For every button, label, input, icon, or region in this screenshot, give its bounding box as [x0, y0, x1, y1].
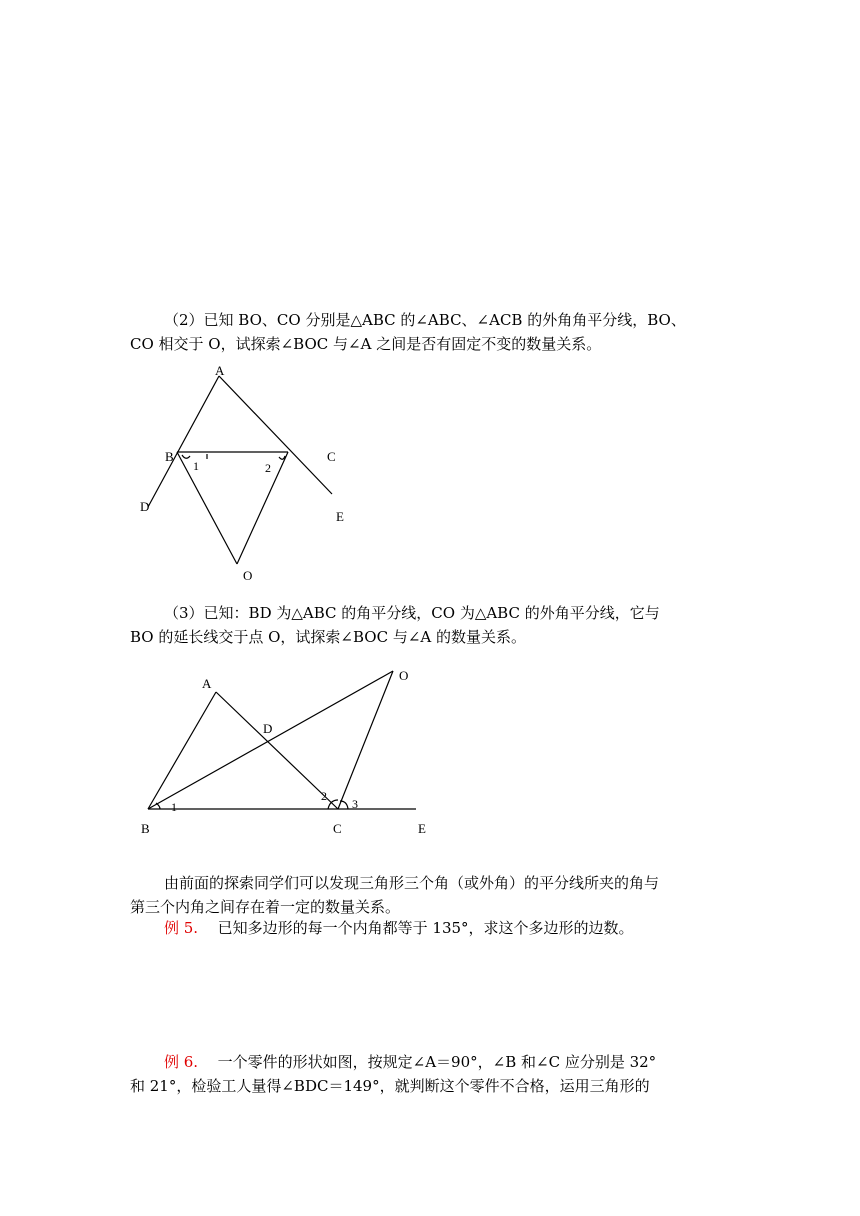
example-5	[130, 916, 730, 940]
fig1-line-b-o	[177, 452, 237, 564]
fig2-label-3: 3	[352, 797, 358, 811]
example-6-text-2: 和 21°，检验工人量得∠BDC＝149°，就判断这个零件不合格，运用三角形的	[130, 1077, 650, 1095]
example-6-text-1: 一个零件的形状如图，按规定∠A＝90°，∠B 和∠C 应分别是 32°	[217, 1053, 657, 1071]
fig2-label-o: O	[399, 668, 409, 683]
summary-line-1: 由前面的探索同学们可以发现三角形三个角（或外角）的平分线所夹的角与	[164, 874, 660, 892]
fig1-label-a: A	[215, 363, 225, 378]
fig2-angle-arc-b	[156, 803, 160, 809]
fig2-line-b-o	[148, 671, 393, 809]
fig2-line-c-o	[338, 671, 393, 809]
fig2-line-b-a	[148, 692, 216, 809]
fig1-angle-arc-c	[279, 456, 285, 459]
q2-text	[130, 308, 730, 356]
fig2-label-d: D	[263, 721, 273, 736]
fig2-angle-arc-c2	[328, 800, 338, 809]
q3-line-2: BO 的延长线交于点 O，试探索∠BOC 与∠A 的数量关系。	[130, 628, 527, 646]
summary-text	[130, 871, 730, 919]
q2-line-1: （2）已知 BO、CO 分别是△ABC 的∠ABC、∠ACB 的外角角平分线，BO、	[164, 311, 686, 329]
fig1-label-1: 1	[193, 459, 199, 473]
example-5-label: 例 5.	[164, 919, 199, 937]
fig1-label-b: B	[165, 449, 174, 464]
fig2-label-a: A	[202, 676, 212, 691]
fig2-label-1: 1	[171, 800, 177, 814]
q3-text	[130, 601, 730, 649]
fig1-line-a-d	[148, 376, 219, 507]
q2-line-2: CO 相交于 O，试探索∠BOC 与∠A 之间是否有固定不变的数量关系。	[130, 335, 602, 353]
example-6	[130, 1050, 730, 1098]
fig2-line-a-c	[216, 692, 338, 809]
fig2-label-e: E	[418, 821, 426, 836]
fig1-label-c: C	[327, 449, 336, 464]
summary-line-2: 第三个内角之间存在着一定的数量关系。	[130, 898, 401, 916]
fig1-label-d: D	[140, 499, 150, 514]
fig1-line-c-o	[237, 452, 288, 564]
fig1-label-e: E	[336, 509, 344, 524]
fig1-label-o: O	[243, 568, 253, 583]
fig1-angle-arc-b	[182, 455, 190, 458]
fig1-line-a-e	[219, 376, 332, 494]
example-6-label: 例 6.	[164, 1053, 199, 1071]
example-5-text: 已知多边形的每一个内角都等于 135°，求这个多边形的边数。	[217, 919, 634, 937]
fig2-angle-arc-c3	[340, 801, 348, 809]
fig2-label-2: 2	[321, 789, 327, 803]
q3-line-1: （3）已知：BD 为△ABC 的角平分线，CO 为△ABC 的外角平分线，它与	[164, 604, 660, 622]
fig2-label-c: C	[333, 821, 342, 836]
fig2-label-b: B	[141, 821, 150, 836]
fig1-label-2: 2	[265, 461, 271, 475]
